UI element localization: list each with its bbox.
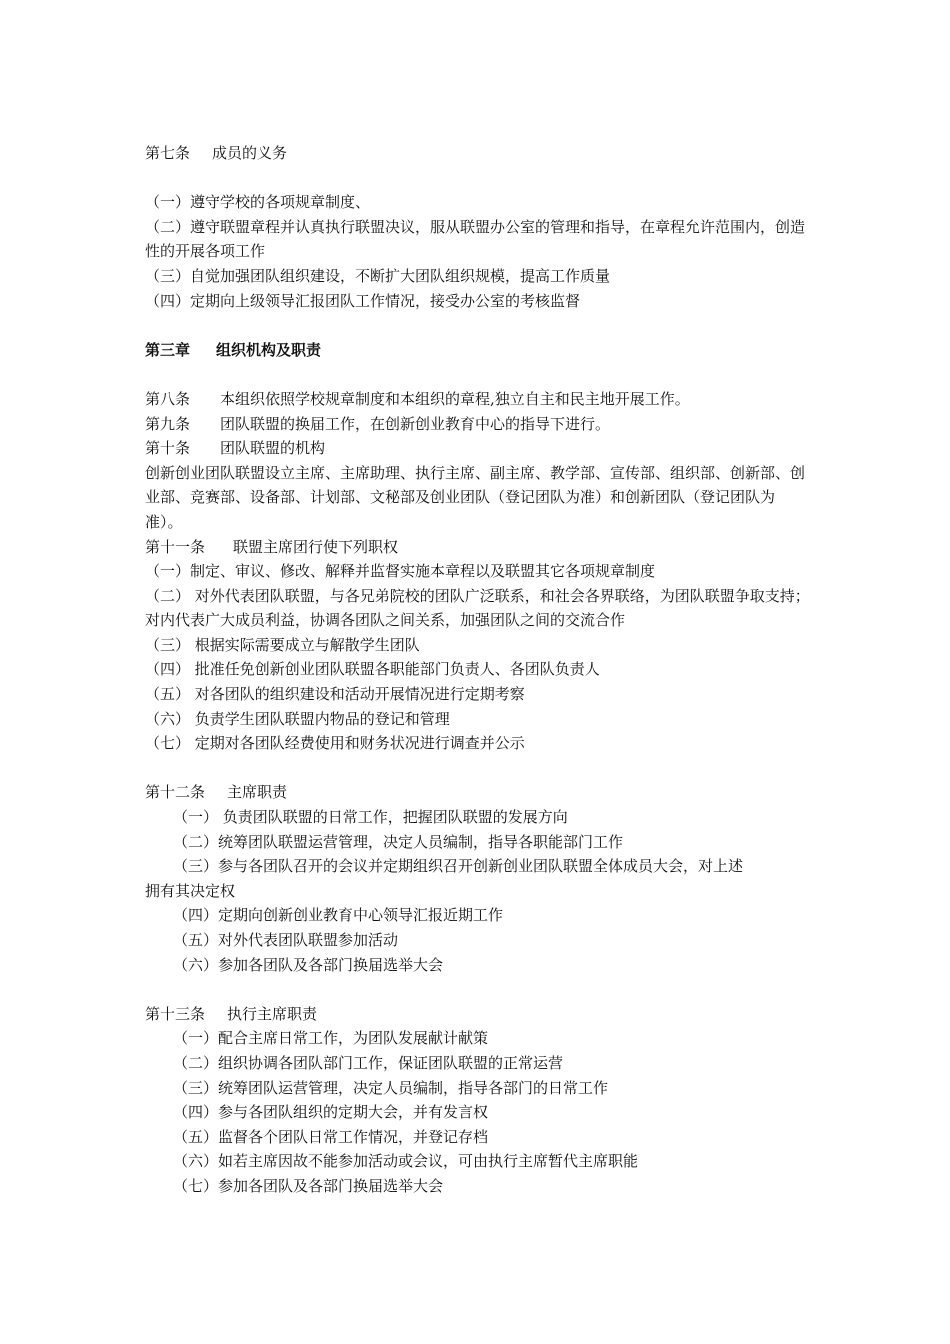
article-text: 联盟主席团行使下列职权	[233, 537, 399, 556]
article-number: 第七条	[145, 144, 191, 162]
article-text: 本组织依照学校规章制度和本组织的章程,独立自主和民主地开展工作。	[220, 389, 690, 408]
article-text: 主席职责	[227, 783, 288, 802]
article-number: 第八条	[145, 389, 191, 408]
article-10	[145, 436, 810, 461]
chapter-3-heading	[145, 338, 810, 363]
article-11	[145, 535, 810, 560]
article-text: 团队联盟的换届工作，在创新创业教育中心的指导下进行。	[220, 414, 611, 433]
article-number: 第十二条	[145, 783, 206, 802]
article-number: 第十条	[145, 439, 191, 458]
article-11-item-5: （五） 对各团队的组织建设和活动开展情况进行定期考察	[145, 685, 525, 704]
article-12-item-5: （五）对外代表团队联盟参加活动	[173, 931, 399, 949]
article-12-item-3-cont: 拥有其决定权	[145, 881, 236, 900]
article-11-item-4: （四） 批准任免创新创业团队联盟各职能部门负责人、各团队负责人	[145, 660, 600, 679]
article-11-item-7: （七） 定期对各团队经费使用和财务状况进行调查并公示	[145, 734, 525, 753]
article-12-item-2: （二）统筹团队联盟运营管理，决定人员编制，指导各职能部门工作	[173, 832, 624, 851]
article-9	[145, 412, 810, 437]
chapter-title: 组织机构及职责	[216, 340, 322, 359]
chapter-number: 第三章	[145, 340, 191, 359]
article-7-item-2: （二）遵守联盟章程并认真执行联盟决议，服从联盟办公室的管理和指导，在章程允许范围内，创造性的开展各项工作	[145, 217, 806, 261]
article-7-title	[145, 141, 810, 166]
article-10-body: 创新创业团队联盟设立主席、主席助理、执行主席、副主席、教学部、宣传部、组织部、创新部、创业部、竞赛部、设备部、计划部、文秘部及创业团队（登记团队为准）和创新团队（登记团队为准）。	[145, 463, 806, 531]
article-12-item-6: （六）参加各团队及各部门换届选举大会	[173, 955, 444, 974]
article-11-item-1: （一）制定、审议、修改、解释并监督实施本章程以及联盟其它各项规章制度	[145, 562, 656, 581]
article-12	[145, 780, 810, 805]
article-13-item-4: （四）参与各团队组织的定期大会，并有发言权	[173, 1103, 489, 1122]
article-number: 第十一条	[145, 537, 206, 556]
article-12-item-3: （三）参与各团队召开的会议并定期组织召开创新创业团队联盟全体成员大会，对上述	[173, 857, 744, 876]
article-13-item-2: （二）组织协调各团队部门工作，保证团队联盟的正常运营	[173, 1053, 564, 1072]
article-13-item-5: （五）监督各个团队日常工作情况，并登记存档	[173, 1127, 489, 1146]
article-12-item-1: （一） 负责团队联盟的日常工作，把握团队联盟的发展方向	[173, 808, 568, 827]
article-7-item-3: （三）自觉加强团队组织建设，不断扩大团队组织规模，提高工作质量	[145, 266, 611, 285]
article-8	[145, 387, 810, 412]
article-7-item-1: （一）遵守学校的各项规章制度、	[145, 193, 371, 212]
article-text: 执行主席职责	[227, 1004, 318, 1023]
article-text: 团队联盟的机构	[220, 439, 326, 458]
article-11-item-2: （二） 对外代表团队联盟，与各兄弟院校的团队广泛联系，和社会各界联络，为团队联盟争取支持；对内代表广大成员利益，协调各团队之间关系，加强团队之间的交流合作	[145, 586, 810, 630]
article-11-item-3: （三） 根据实际需要成立与解散学生团队	[145, 635, 420, 654]
article-13-item-1: （一）配合主席日常工作，为团队发展献计献策	[173, 1029, 489, 1048]
article-12-item-4: （四）定期向创新创业教育中心领导汇报近期工作	[173, 906, 504, 925]
article-13	[145, 1002, 810, 1027]
article-13-item-7: （七）参加各团队及各部门换届选举大会	[173, 1176, 444, 1195]
article-number: 第九条	[145, 414, 191, 433]
article-7-item-4: （四）定期向上级领导汇报团队工作情况，接受办公室的考核监督	[145, 291, 581, 310]
article-13-item-6: （六）如若主席因故不能参加活动或会议，可由执行主席暂代主席职能	[173, 1152, 639, 1171]
document-page	[145, 141, 810, 1199]
article-title-text: 成员的义务	[212, 144, 288, 162]
article-13-item-3: （三）统筹团队运营管理，决定人员编制，指导各部门的日常工作	[173, 1078, 609, 1097]
article-11-item-6: （六） 负责学生团队联盟内物品的登记和管理	[145, 709, 450, 728]
article-number: 第十三条	[145, 1004, 206, 1023]
